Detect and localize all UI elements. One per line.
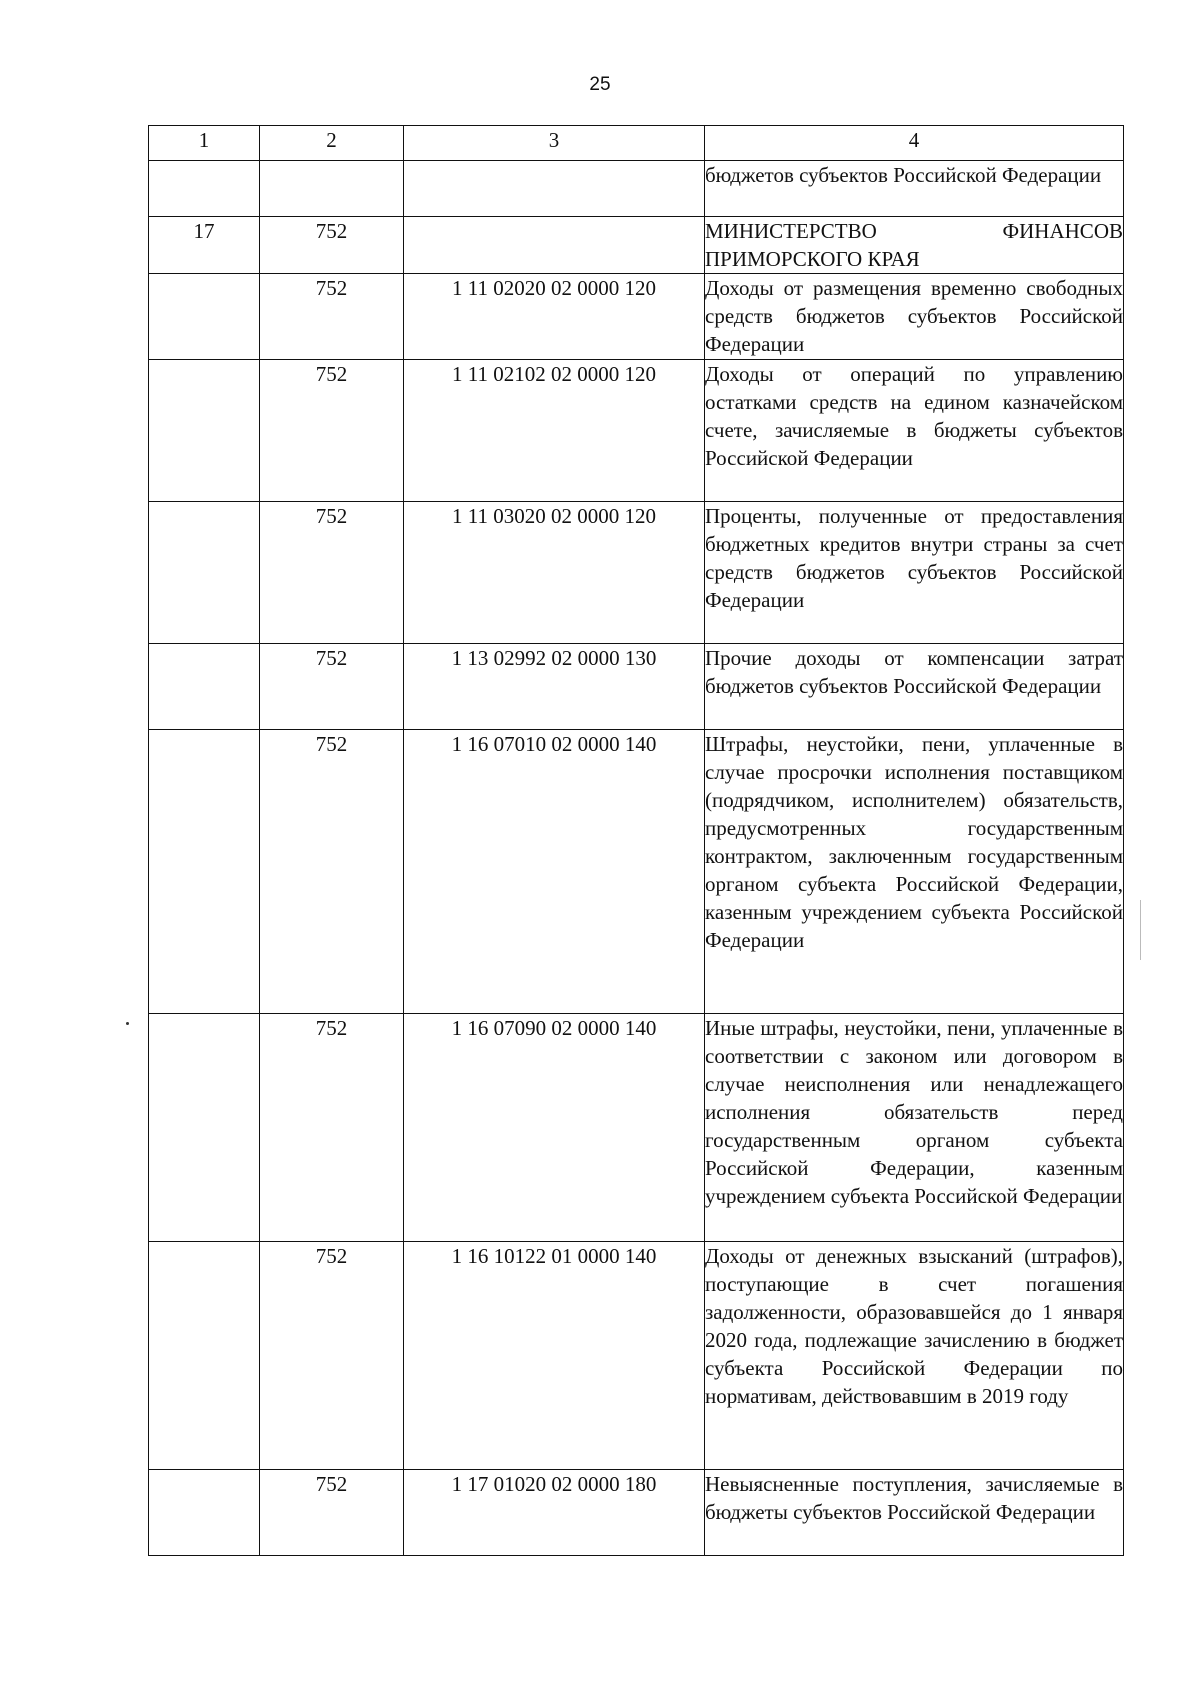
row-number-cell — [149, 502, 260, 644]
row-number-cell — [149, 1470, 260, 1556]
row-number-cell — [149, 1014, 260, 1242]
column-header-4: 4 — [705, 126, 1124, 161]
table-row — [149, 502, 1124, 644]
revenue-description-cell: Невыясненные поступления, зачисляемые в бюджеты субъектов Российской Федерации — [705, 1470, 1124, 1556]
table-row — [149, 1470, 1124, 1556]
table-row — [149, 161, 1124, 217]
table-row — [149, 730, 1124, 1014]
table-row — [149, 1014, 1124, 1242]
row-number-cell — [149, 274, 260, 360]
revenue-description-cell: Проценты, полученные от предоставления бюджетных кредитов внутри страны за счет средств бюджетов субъектов Российской Федерации — [705, 502, 1124, 644]
table-header-row — [149, 126, 1124, 161]
administrator-code-cell: 752 — [260, 502, 404, 644]
revenue-description-cell: Доходы от денежных взысканий (штрафов), поступающие в счет погашения задолженности, образовавшейся до 1 января 2020 года, подлежащие зачислению в бюджет субъекта Российской Федерации по нормативам, действовавшим в 2019 году — [705, 1242, 1124, 1470]
administrator-code-cell: 752 — [260, 1242, 404, 1470]
revenue-code-cell — [404, 161, 705, 217]
column-header-1: 1 — [149, 126, 260, 161]
administrator-name-cell: МИНИСТЕРСТВО ФИНАНСОВ ПРИМОРСКОГО КРАЯ — [705, 217, 1124, 274]
administrator-code-cell: 752 — [260, 644, 404, 730]
administrator-code-cell: 752 — [260, 730, 404, 1014]
row-number-cell — [149, 644, 260, 730]
revenue-code-cell: 1 16 07010 02 0000 140 — [404, 730, 705, 1014]
column-header-2: 2 — [260, 126, 404, 161]
revenue-description-cell: Доходы от операций по управлению остатками средств на едином казначейском счете, зачисляемые в бюджеты субъектов Российской Федерации — [705, 360, 1124, 502]
revenue-code-cell: 1 16 10122 01 0000 140 — [404, 1242, 705, 1470]
revenue-code-cell: 1 13 02992 02 0000 130 — [404, 644, 705, 730]
revenue-description-cell: бюджетов субъектов Российской Федерации — [705, 161, 1124, 217]
revenue-code-cell: 1 16 07090 02 0000 140 — [404, 1014, 705, 1242]
table-row — [149, 217, 1124, 274]
page-number: 25 — [589, 74, 611, 95]
column-header-3: 3 — [404, 126, 705, 161]
revenue-code-cell: 1 17 01020 02 0000 180 — [404, 1470, 705, 1556]
scan-speck — [126, 1022, 129, 1025]
administrator-code-cell — [260, 161, 404, 217]
row-number-cell — [149, 161, 260, 217]
revenue-description-cell: Штрафы, неустойки, пени, уплаченные в случае просрочки исполнения поставщиком (подрядчиком, исполнителем) обязательств, предусмотренных государственным контрактом, заключенным государственным органом субъекта Российской Федерации, казенным учреждением субъекта Российской Федерации — [705, 730, 1124, 1014]
revenue-codes-table — [148, 125, 1124, 1556]
administrator-code-cell: 752 — [260, 360, 404, 502]
revenue-description-cell: Прочие доходы от компенсации затрат бюджетов субъектов Российской Федерации — [705, 644, 1124, 730]
table-row — [149, 360, 1124, 502]
administrator-code-cell: 752 — [260, 274, 404, 360]
row-number-cell — [149, 360, 260, 502]
revenue-description-cell: Иные штрафы, неустойки, пени, уплаченные в соответствии с законом или договором в случае неисполнения или ненадлежащего исполнения обязательств перед государственным органом субъекта Российской Федерации, казенным учреждением субъекта Российской Федерации — [705, 1014, 1124, 1242]
revenue-code-cell: 1 11 02102 02 0000 120 — [404, 360, 705, 502]
administrator-code-cell: 752 — [260, 1014, 404, 1242]
table-row — [149, 274, 1124, 360]
row-number-cell: 17 — [149, 217, 260, 274]
administrator-code-cell: 752 — [260, 217, 404, 274]
revenue-code-cell: 1 11 02020 02 0000 120 — [404, 274, 705, 360]
row-number-cell — [149, 730, 260, 1014]
administrator-code-cell: 752 — [260, 1470, 404, 1556]
table-row — [149, 1242, 1124, 1470]
scan-edge-mark — [1140, 900, 1141, 960]
revenue-description-cell: Доходы от размещения временно свободных средств бюджетов субъектов Российской Федерации — [705, 274, 1124, 360]
table-row — [149, 644, 1124, 730]
row-number-cell — [149, 1242, 260, 1470]
revenue-code-cell: 1 11 03020 02 0000 120 — [404, 502, 705, 644]
revenue-code-cell — [404, 217, 705, 274]
